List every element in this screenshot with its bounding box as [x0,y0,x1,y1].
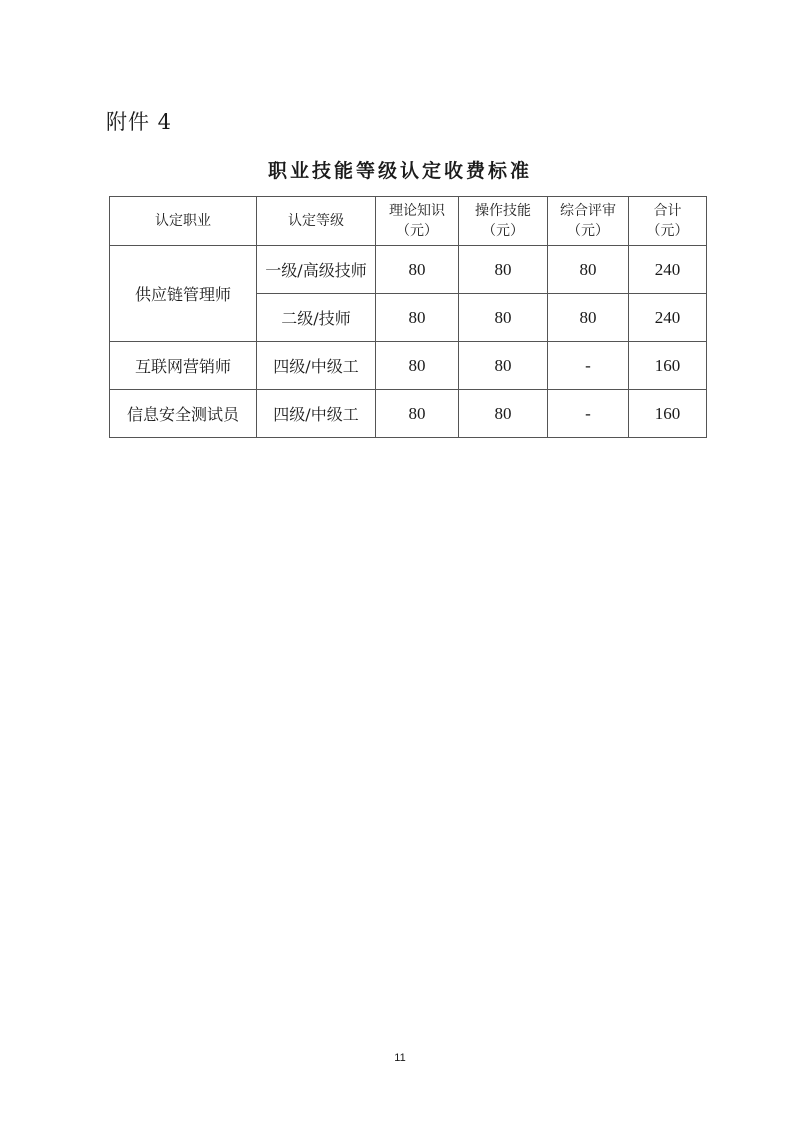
level-cell: 二级/技师 [257,294,376,342]
header-skill: 操作技能 （元） [459,197,548,246]
review-fee-cell: 80 [548,246,629,294]
total-fee-cell: 240 [629,294,707,342]
skill-fee-cell: 80 [459,390,548,438]
level-cell: 四级/中级工 [257,342,376,390]
review-fee-cell: - [548,390,629,438]
theory-fee-cell: 80 [376,342,459,390]
header-level: 认定等级 [257,197,376,246]
header-total: 合计 （元） [629,197,707,246]
review-fee-cell: - [548,342,629,390]
document-title: 职业技能等级认定收费标准 [267,160,532,182]
level-cell: 一级/高级技师 [257,246,376,294]
page-number: 11 [394,1052,406,1064]
review-fee-cell: 80 [548,294,629,342]
occupation-cell: 互联网营销师 [110,342,257,390]
level-cell: 四级/中级工 [257,390,376,438]
occupation-cell: 信息安全测试员 [110,390,257,438]
table-row [110,246,707,294]
total-fee-cell: 160 [629,342,707,390]
theory-fee-cell: 80 [376,246,459,294]
header-review: 综合评审 （元） [548,197,629,246]
attachment-label: 附件 4 [106,110,173,134]
table-row [110,390,707,438]
total-fee-cell: 160 [629,390,707,438]
table-row [110,342,707,390]
theory-fee-cell: 80 [376,390,459,438]
header-occupation: 认定职业 [110,197,257,246]
total-fee-cell: 240 [629,246,707,294]
theory-fee-cell: 80 [376,294,459,342]
skill-fee-cell: 80 [459,294,548,342]
header-theory: 理论知识 （元） [376,197,459,246]
skill-fee-cell: 80 [459,246,548,294]
skill-fee-cell: 80 [459,342,548,390]
fee-table [109,196,707,438]
occupation-cell: 供应链管理师 [110,246,257,342]
table-header-row [110,197,707,246]
